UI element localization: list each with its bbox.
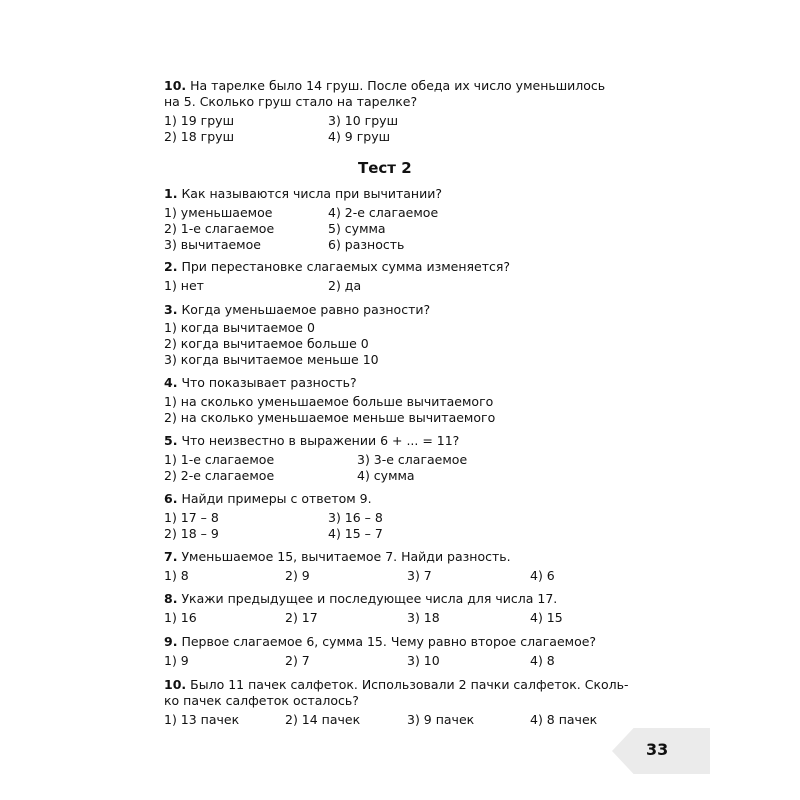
- question-number: 6.: [164, 491, 178, 506]
- question-number: 9.: [164, 634, 178, 649]
- answer-option: 1) 9: [164, 653, 189, 668]
- question-8: [164, 591, 557, 607]
- question-number: 4.: [164, 375, 178, 390]
- answer-option: 3) 3-е слагаемое: [357, 452, 468, 467]
- answer-option: 3) вычитаемое: [164, 237, 261, 252]
- question-number: 10.: [164, 78, 187, 93]
- question-text: Найди примеры с ответом 9.: [181, 491, 372, 506]
- answer-option: 4) сумма: [357, 468, 415, 483]
- answer-option: 2) когда вычитаемое больше 0: [164, 336, 369, 351]
- question-4: [164, 375, 357, 391]
- question-text: Укажи предыдущее и последующее числа для числа 17.: [181, 591, 558, 606]
- answer-option: 4) 2-е слагаемое: [328, 205, 439, 220]
- answer-option: 1) уменьшаемое: [164, 205, 273, 220]
- question-9: [164, 634, 596, 650]
- question-5: [164, 433, 459, 449]
- question-text: Уменьшаемое 15, вычитаемое 7. Найди разность.: [181, 549, 511, 564]
- answer-option: 1) 19 груш: [164, 113, 235, 128]
- answer-option: 1) 17 – 8: [164, 510, 219, 525]
- answer-option: 3) когда вычитаемое меньше 10: [164, 352, 379, 367]
- answer-option: 2) да: [328, 278, 362, 293]
- answer-option: 4) 6: [530, 568, 555, 583]
- question-number: 7.: [164, 549, 178, 564]
- answer-option: 3) 18: [407, 610, 440, 625]
- question-text-cont: на 5. Сколько груш стало на тарелке?: [164, 94, 418, 109]
- question-text: При перестановке слагаемых сумма изменяется?: [181, 259, 511, 274]
- answer-option: 4) 8: [530, 653, 555, 668]
- answer-option: 1) 8: [164, 568, 189, 583]
- question-7: [164, 549, 511, 565]
- test-title: Тест 2: [358, 159, 412, 177]
- answer-option: 2) 2-е слагаемое: [164, 468, 275, 483]
- question-text: Было 11 пачек салфеток. Использовали 2 пачки салфеток. Сколь-: [190, 677, 629, 692]
- answer-option: 1) нет: [164, 278, 204, 293]
- question-number: 3.: [164, 302, 178, 317]
- answer-option: 3) 9 пачек: [407, 712, 475, 727]
- question-number: 8.: [164, 591, 178, 606]
- answer-option: 2) 14 пачек: [285, 712, 361, 727]
- answer-option: 4) 9 груш: [328, 129, 391, 144]
- answer-option: 1) на сколько уменьшаемое больше вычитаемого: [164, 394, 494, 409]
- answer-option: 6) разность: [328, 237, 405, 252]
- question-1: [164, 186, 442, 202]
- answer-option: 2) 17: [285, 610, 318, 625]
- answer-option: 3) 7: [407, 568, 432, 583]
- question-2: [164, 259, 510, 275]
- answer-option: 2) 18 груш: [164, 129, 235, 144]
- question-6: [164, 491, 372, 507]
- answer-option: 1) когда вычитаемое 0: [164, 320, 315, 335]
- answer-option: 5) сумма: [328, 221, 386, 236]
- question-text-cont: ко пачек салфеток осталось?: [164, 693, 359, 708]
- question-text: Что неизвестно в выражении 6 + ... = 11?: [181, 433, 460, 448]
- page-number: 33: [646, 740, 669, 759]
- question-10: [164, 677, 629, 693]
- answer-option: 3) 10: [407, 653, 440, 668]
- answer-option: 3) 10 груш: [328, 113, 399, 128]
- question-text: На тарелке было 14 груш. После обеда их число уменьшилось: [190, 78, 606, 93]
- answer-option: 1) 16: [164, 610, 197, 625]
- question-number: 5.: [164, 433, 178, 448]
- question-text: Когда уменьшаемое равно разности?: [181, 302, 431, 317]
- answer-option: 2) 9: [285, 568, 310, 583]
- answer-option: 2) 7: [285, 653, 310, 668]
- question-number: 2.: [164, 259, 178, 274]
- answer-option: 2) на сколько уменьшаемое меньше вычитаемого: [164, 410, 496, 425]
- answer-option: 2) 18 – 9: [164, 526, 219, 541]
- question-text: Что показывает разность?: [181, 375, 357, 390]
- answer-option: 1) 1-е слагаемое: [164, 452, 275, 467]
- answer-option: 2) 1-е слагаемое: [164, 221, 275, 236]
- answer-option: 4) 15 – 7: [328, 526, 383, 541]
- question-number: 10.: [164, 677, 187, 692]
- question-3: [164, 302, 430, 318]
- answer-option: 4) 15: [530, 610, 563, 625]
- question-10-prev: [164, 78, 605, 94]
- question-text: Первое слагаемое 6, сумма 15. Чему равно второе слагаемое?: [181, 634, 597, 649]
- answer-option: 3) 16 – 8: [328, 510, 383, 525]
- question-number: 1.: [164, 186, 178, 201]
- answer-option: 4) 8 пачек: [530, 712, 598, 727]
- answer-option: 1) 13 пачек: [164, 712, 240, 727]
- question-text: Как называются числа при вычитании?: [181, 186, 442, 201]
